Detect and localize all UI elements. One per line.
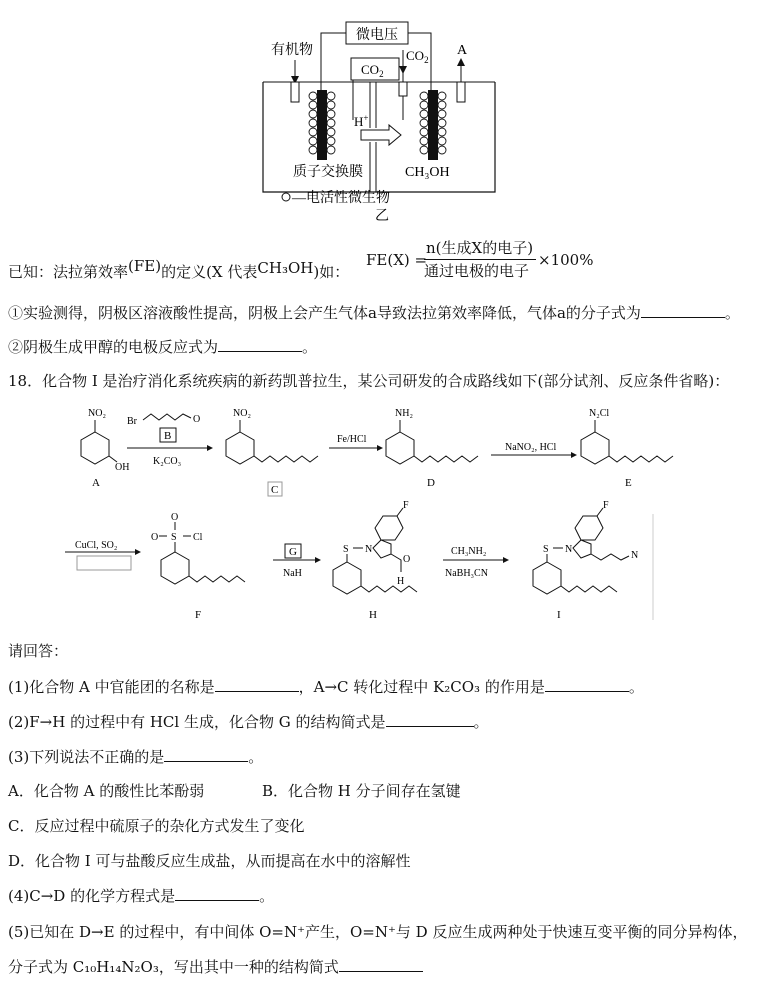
electrolysis-cell-diagram [255,10,515,225]
compound-d-label: D [427,477,435,489]
compound-a-label: A [92,477,100,489]
membrane-label: 质子交换膜 [293,165,363,180]
option-a: A．化合物 A 的酸性比苯酚弱 [8,782,205,800]
compound-e-label: E [625,477,632,489]
compound-f-label: F [195,609,202,621]
option-d: D．化合物 I 可与盐酸反应生成盐，从而提高在水中的溶解性 [8,852,411,870]
nitro-label-c: NO₂ [233,408,251,419]
part-3: (3)下列说法不正确的是 。 [8,748,264,766]
fraction-bar [424,259,536,260]
fluoro-label-h: F [403,500,409,511]
aldehyde-h-h: H [397,576,405,587]
answer-blank-electrode[interactable] [218,337,302,352]
answer-blank-4[interactable] [175,886,259,901]
methanol-label: CH₃OH [405,165,450,180]
compound-i-label: I [557,609,561,621]
nabh3cn-label: NaBH₃CN [445,568,488,579]
nah-label: NaH [283,568,302,579]
question-2: ②阴极生成甲醇的电极反应式为 。 [8,338,318,356]
aldehyde-o-h: O [403,554,411,565]
answer-blank-5[interactable] [339,957,423,972]
part-5-line-2: 分子式为 C₁₀H₁₄N₂O₃，写出其中一种的结构简式 [8,957,423,977]
proton-label: H+ [354,113,369,129]
compound-h-label: H [369,609,377,621]
reagent-g-label: G [289,546,297,558]
question-18-stem: 18．化合物 I 是治疗消化系统疾病的新药凯普拉生，某公司研发的合成路线如下(部分试剂、反应条件省略)： [8,372,730,390]
diazonium-label: N₂Cl [589,408,610,419]
nitro-label-a: NO₂ [88,408,106,419]
sulfonyl-s-h: S [343,544,349,555]
answer-blank-2[interactable] [386,712,474,727]
part-2: (2)F→H 的过程中有 HCl 生成，化合物 G 的结构简式是 。 [8,713,489,731]
sulfonyl-s-i: S [543,544,549,555]
option-c: C．反应过程中硫原子的杂化方式发生了变化 [8,817,305,835]
fe-denominator: 通过电极的电子 [424,262,530,280]
fluoro-label-i: F [603,500,609,511]
synthesis-scheme-row-1 [55,400,695,500]
hydroxyl-label-a: OH [115,462,130,473]
fe-formula [366,238,606,282]
part-4: (4)C→D 的化学方程式是 。 [8,887,275,905]
amine-n-i: N [631,550,639,561]
k2co3-label: K₂CO₃ [153,456,182,467]
synthesis-scheme-row-2 [55,500,695,630]
sulfonyl-s-f: S [171,532,177,543]
fe-factor: ×100% [538,251,594,269]
organic-label: 有机物 [271,43,313,58]
ether-o-label-b: O [193,414,201,425]
ch3nh2-label: CH₃NH₂ [451,546,487,557]
reagent-b-label: B [164,430,172,442]
answer-blank-3[interactable] [164,747,248,762]
fe-numerator: n(生成X的电子) [426,239,534,257]
part-5-line-1: (5)已知在 D→E 的过程中，有中间体 O=N⁺产生，O=N⁺与 D 反应生成两种处于快速互变平衡的同分异构体， [8,923,748,941]
answer-lead: 请回答： [8,642,69,660]
nano2-label: NaNO₂, HCl [505,442,557,453]
co2-left-label: $CO_2$ [361,62,384,79]
legend-label: —电活性微生物 [292,191,390,206]
fe-lhs: FE(X) = [366,251,428,269]
fe-definition: 已知：法拉第效率(FE)的定义(X 代表CH₃OH)如： [8,257,350,281]
part-1: (1)化合物 A 中官能团的名称是 ，A→C 转化过程中 K₂CO₃ 的作用是 。 [8,678,644,696]
co2-right-label: $CO_2$ [406,48,429,65]
pyrrole-n-h: N [365,544,373,555]
gas-a-label: A [457,43,468,58]
bromo-label: Br [127,416,137,427]
sulfonyl-o-left-f: O [151,532,159,543]
answer-blank-1b[interactable] [545,677,629,692]
voltage-label: 微电压 [356,28,398,43]
figure-label: 乙 [375,209,389,224]
answer-blank-a[interactable] [641,303,725,318]
fe-hcl-label: Fe/HCl [337,434,367,445]
pyrrole-n-i: N [565,544,573,555]
answer-blank-1a[interactable] [215,677,299,692]
compound-c-label: C [271,484,279,496]
sulfonyl-o-top-f: O [171,512,179,523]
option-b: B．化合物 H 分子间存在氢键 [262,782,461,800]
amino-label: NH₂ [395,408,413,419]
sulfonyl-cl-f: Cl [193,532,203,543]
cucl-label: CuCl, SO₂ [75,540,118,551]
question-1: ①实验测得，阴极区溶液酸性提高，阴极上会产生气体a导致法拉第效率降低，气体a的分子式为 。 [8,304,740,322]
